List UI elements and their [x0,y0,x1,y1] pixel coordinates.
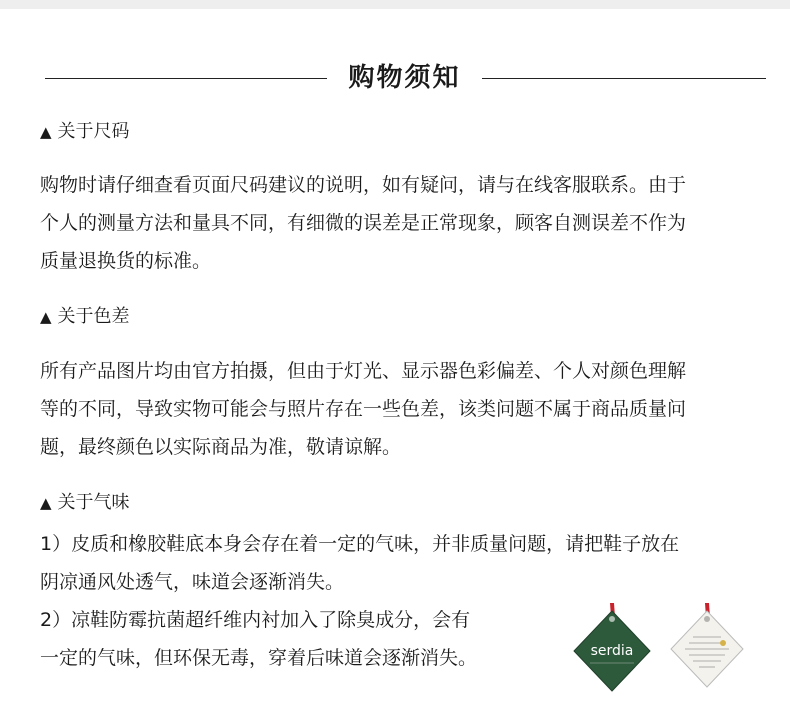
section-heading-smell [40,490,130,516]
page-title: 购物须知 [348,63,461,93]
text-line: 购物时请仔细查看页面尺码建议的说明，如有疑问，请与在线客服联系。由于 [40,174,687,196]
triangle-icon: ▲ [40,308,52,326]
title-divider-right [482,78,766,79]
text-line: 一定的气味，但环保无毒，穿着后味道会逐渐消失。 [40,647,478,669]
text-line: 1）皮质和橡胶鞋底本身会存在着一定的气味，并非质量问题，请把鞋子放在 [40,533,680,555]
section-heading-label: 关于气味 [57,492,130,513]
text-line: 质量退换货的标准。 [40,250,212,272]
text-line: 题，最终颜色以实际商品为准，敬请谅解。 [40,436,402,458]
triangle-icon: ▲ [40,494,52,512]
title-row [0,58,790,98]
white-info-tag [665,603,755,703]
text-line: 2）凉鞋防霉抗菌超纤维内衬加入了除臭成分，会有 [40,609,471,631]
green-brand-tag [570,603,660,703]
triangle-icon: ▲ [40,123,52,141]
section-heading-color [40,304,130,330]
text-line: 所有产品图片均由官方拍摄，但由于灯光、显示器色彩偏差、个人对颜色理解 [40,360,687,382]
text-line: 阴凉通风处透气，味道会逐渐消失。 [40,571,345,593]
text-line: 等的不同，导致实物可能会与照片存在一些色差，该类问题不属于商品质量问 [40,398,687,420]
section-heading-label: 关于尺码 [57,121,130,142]
section-body-color [40,352,760,466]
text-line: 个人的测量方法和量具不同，有细微的误差是正常现象，顾客自测误差不作为 [40,212,687,234]
title-divider-left [45,78,327,79]
section-heading-size [40,119,130,145]
section-heading-label: 关于色差 [57,306,130,327]
tag-brand-text: serdia [590,643,634,659]
top-band [0,0,790,9]
section-body-size [40,166,760,280]
product-tags-image [570,603,750,703]
